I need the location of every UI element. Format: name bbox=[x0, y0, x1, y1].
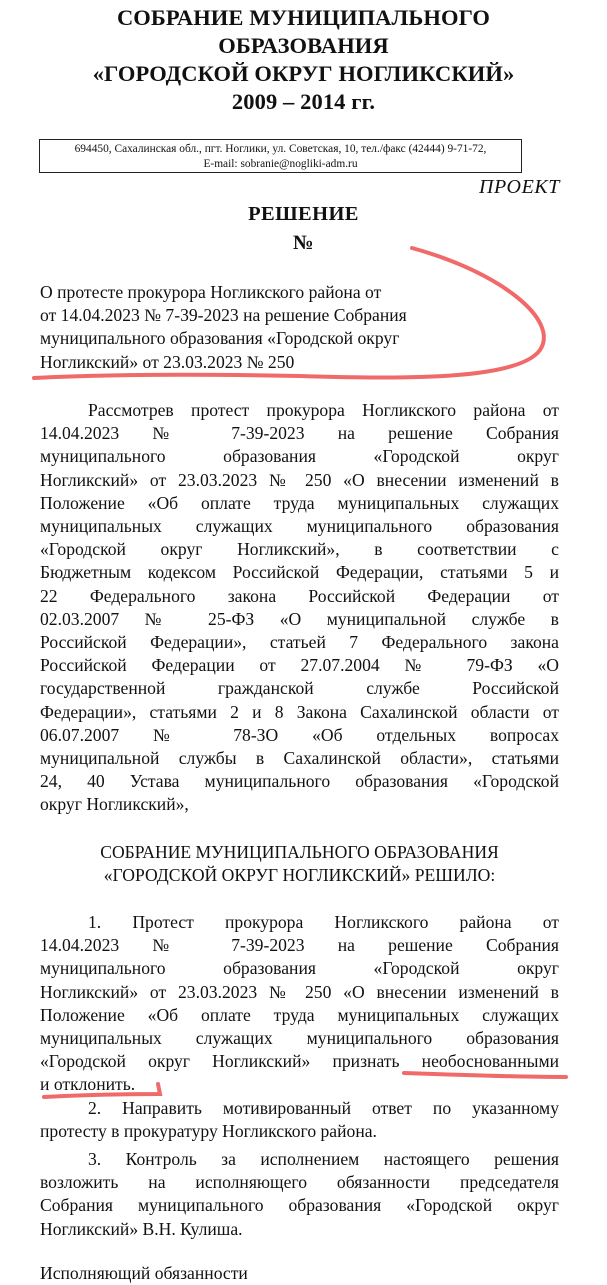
text-line: муниципального образования «Городской округ bbox=[40, 958, 559, 979]
text-line: 2. Направить мотивированный ответ по указанному bbox=[88, 1098, 559, 1118]
header-line: СОБРАНИЕ МУНИЦИПАЛЬНОГО bbox=[116, 5, 491, 30]
text-line: Российской Федерации», статьей 7 Федерального закона bbox=[40, 632, 559, 653]
signature-line: Исполняющий обязанности bbox=[40, 1263, 248, 1283]
text-line: государственной гражданской службе Российской bbox=[40, 678, 559, 699]
item-3 bbox=[40, 1148, 559, 1241]
item-1 bbox=[40, 911, 559, 1097]
decision-number: № bbox=[292, 232, 314, 254]
header-line: ОБРАЗОВАНИЯ bbox=[218, 33, 389, 58]
text-line: 14.04.2023 № 7-39-2023 на решение Собрания bbox=[40, 423, 559, 444]
email-line: E-mail: sobranie@nogliki-adm.ru bbox=[203, 158, 358, 170]
header-line: 2009 – 2014 гг. bbox=[231, 89, 376, 114]
text-line: Рассмотрев протест прокурора Ногликского района от bbox=[88, 400, 559, 420]
text-line: Бюджетным кодексом Российской Федерации, статьями 5 и bbox=[40, 562, 559, 583]
text-line: Федерации», статьями 2 и 8 Закона Сахалинской области от bbox=[40, 701, 559, 722]
decision-heading bbox=[0, 200, 607, 258]
text-line: Ногликский» от 23.03.2023 № 250 «О внесении изменений в bbox=[40, 469, 559, 490]
text-line: от 14.04.2023 № 7-39-2023 на решение Собрания bbox=[40, 305, 407, 326]
text-line: «ГОРОДСКОЙ ОКРУГ НОГЛИКСКИЙ» РЕШИЛО: bbox=[103, 865, 496, 886]
text-line: 3. Контроль за исполнением настоящего решения bbox=[88, 1149, 559, 1169]
text-line: О протесте прокурора Ногликского района от bbox=[40, 282, 382, 302]
signature-block bbox=[40, 1262, 559, 1285]
address-line: 694450, Сахалинская обл., пгт. Ноглики, ул. Советская, 10, тел./факс (42444) 9-71-72, bbox=[74, 143, 487, 155]
text-line: Ногликский» от 23.03.2023 № 250 bbox=[40, 351, 295, 372]
preamble-paragraph bbox=[40, 399, 559, 817]
text-line: 06.07.2007 № 78-ЗО «Об отдельных вопросах bbox=[40, 724, 559, 745]
text-line: 1. Протест прокурора Ногликского района от bbox=[88, 912, 559, 932]
text-line: муниципальных служащих муниципального образования bbox=[40, 1028, 559, 1049]
text-line: Российской Федерации от 27.07.2004 № 79-ФЗ «О bbox=[40, 655, 559, 676]
text-line: «Городской округ Ногликский» признать необоснованными bbox=[40, 1051, 559, 1072]
text-line: и отклонить. bbox=[40, 1074, 136, 1095]
text-line: 22 Федерального закона Российской Федерации от bbox=[40, 585, 559, 606]
text-line: муниципального образования «Городской округ bbox=[40, 328, 400, 349]
header-line: «ГОРОДСКОЙ ОКРУГ НОГЛИКСКИЙ» bbox=[92, 61, 515, 86]
text-line: муниципального образования «Городской округ bbox=[40, 446, 559, 467]
text-line: Положение «Об оплате труда муниципальных служащих bbox=[40, 1004, 559, 1025]
subject-paragraph bbox=[40, 281, 480, 374]
text-line: «Городской округ Ногликский», в соответствии с bbox=[40, 539, 559, 560]
text-line: 02.03.2007 № 25-ФЗ «О муниципальной службе в bbox=[40, 608, 559, 629]
text-line: протесту в прокуратуру Ногликского района. bbox=[40, 1121, 377, 1142]
text-line: Собрания муниципального образования «Городской округ bbox=[40, 1195, 559, 1216]
resolved-heading bbox=[40, 841, 559, 887]
text-line: Положение «Об оплате труда муниципальных служащих bbox=[40, 492, 559, 513]
text-line: 24, 40 Устава муниципального образования «Городской bbox=[40, 771, 559, 792]
text-line: Ногликский» от 23.03.2023 № 250 «О внесении изменений в bbox=[40, 981, 559, 1002]
text-line: муниципальных служащих муниципального образования bbox=[40, 516, 559, 537]
text-line: муниципальной службы в Сахалинской области», статьями bbox=[40, 748, 559, 769]
text-line: возложить на исполняющего обязанности председателя bbox=[40, 1172, 559, 1193]
text-line: Ногликский» В.Н. Кулиша. bbox=[40, 1218, 243, 1239]
item-2 bbox=[40, 1097, 559, 1143]
address-box bbox=[39, 139, 522, 173]
document-header bbox=[40, 4, 567, 116]
text-line: СОБРАНИЕ МУНИЦИПАЛЬНОГО ОБРАЗОВАНИЯ bbox=[100, 842, 499, 862]
decision-title: РЕШЕНИЕ bbox=[248, 203, 359, 225]
text-line: 14.04.2023 № 7-39-2023 на решение Собрания bbox=[40, 935, 559, 956]
draft-stamp: ПРОЕКТ bbox=[478, 176, 560, 198]
text-line: округ Ногликский», bbox=[40, 794, 189, 815]
